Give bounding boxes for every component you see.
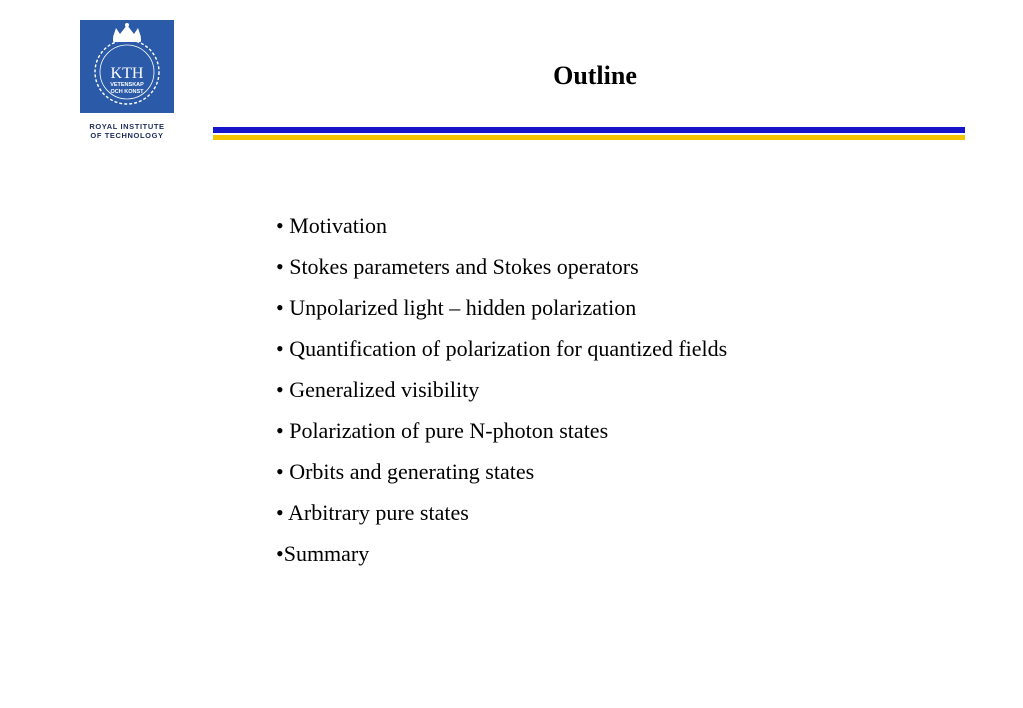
- kth-crest-icon: [80, 20, 174, 113]
- outline-item: • Generalized visibility: [276, 377, 480, 402]
- outline-item: • Arbitrary pure states: [276, 500, 469, 525]
- slide-title: Outline: [553, 61, 637, 90]
- kth-logo: [80, 20, 174, 113]
- outline-item: • Motivation: [276, 213, 387, 238]
- outline-item: • Unpolarized light – hidden polarization: [276, 295, 637, 320]
- logo-kth-text: KTH: [110, 65, 144, 82]
- header-rule-blue: [213, 127, 965, 133]
- svg-text:OCH KONST: OCH KONST: [110, 89, 144, 95]
- logo-caption: [74, 122, 180, 140]
- outline-item: • Polarization of pure N-photon states: [276, 418, 609, 443]
- outline-item: •Summary: [276, 541, 370, 566]
- outline-list: [276, 205, 727, 574]
- svg-text:VETENSKAP: VETENSKAP: [110, 82, 144, 88]
- logo-caption-line: OF TECHNOLOGY: [90, 131, 164, 140]
- outline-item: • Stokes parameters and Stokes operators: [276, 254, 639, 279]
- outline-item: • Quantification of polarization for quantized fields: [276, 336, 728, 361]
- header-rule-yellow: [213, 135, 965, 140]
- logo-caption-line: ROYAL INSTITUTE: [89, 122, 165, 131]
- outline-item: • Orbits and generating states: [276, 459, 535, 484]
